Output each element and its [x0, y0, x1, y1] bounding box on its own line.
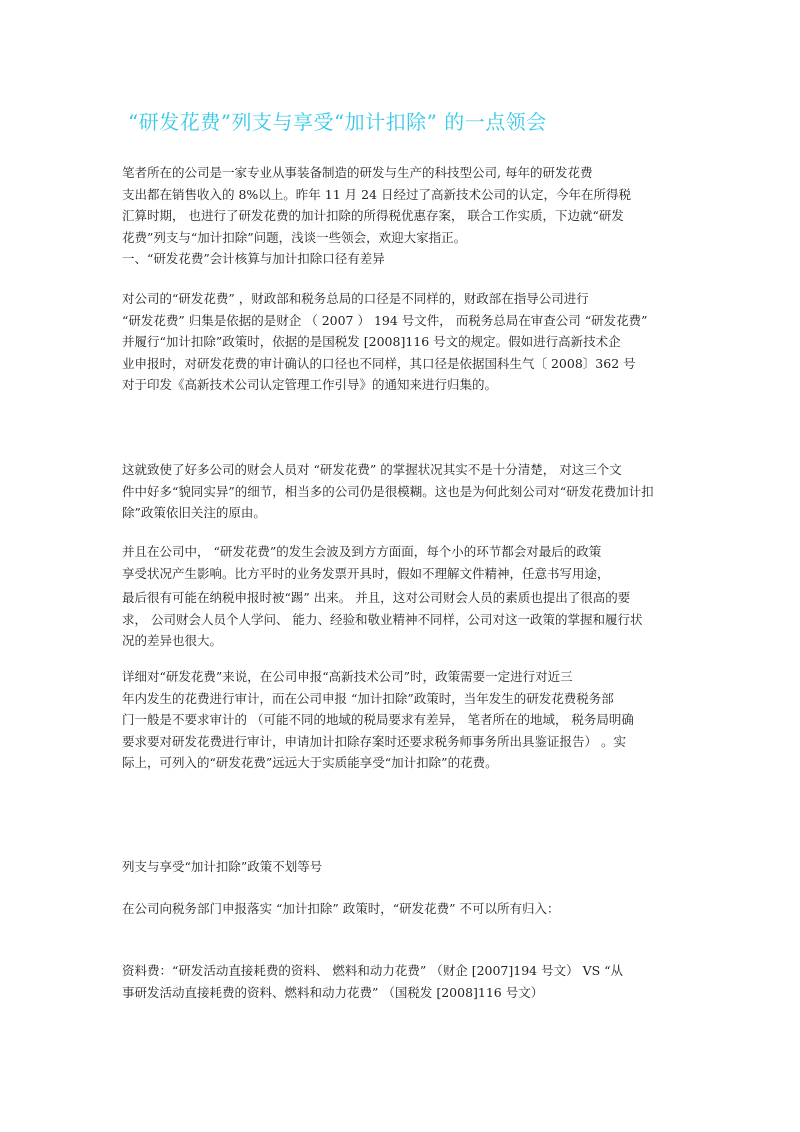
- text-line: 际上，可列入的“研发花费”远远大于实质能享受“加计扣除”的花费。: [122, 755, 498, 770]
- text-line: 对公司的“研发花费” ，财政部和税务总局的口径是不同样的，财政部在指导公司进行: [122, 291, 589, 306]
- document-title: “研发花费”列支与享受“加计扣除” 的一点领会: [128, 110, 547, 134]
- text-line: 况的差异也很大。: [122, 633, 223, 648]
- text-line: 资料费：“研发活动直接耗费的资料、 燃料和动力花费” （财企 [2007]194 号文） VS “从: [122, 963, 624, 978]
- text-line: 笔者所在的公司是一家专业从事装备制造的研发与生产的科技型公司, 每年的研发花费: [122, 165, 593, 180]
- section-heading-2: [122, 856, 692, 878]
- paragraph-not-all-included: [122, 898, 692, 920]
- paragraph-intro: [122, 162, 692, 270]
- section-heading-1: 一、“研发花费”会计核算与加计扣除口径有差异: [122, 251, 385, 266]
- text-line: 门一般是不要求审计的 （可能不同的地域的税局要求有差异， 笔者所在的地域， 税务局明确: [122, 712, 634, 727]
- paragraph-audit: [122, 666, 692, 774]
- text-line: “研发花费” 归集是依据的是财企 （ 2007 ） 194 号文件， 而税务总局在审查公司 “研发花费”: [122, 312, 648, 328]
- text-line: 求， 公司财会人员个人学问、 能力、经验和敬业精神不同样，公司对这一政策的掌握和履行状: [122, 611, 643, 627]
- text-line: 件中好多“貌同实异”的细节，相当多的公司仍是很模糊。这也是为何此刻公司对“研发花费加计扣: [122, 483, 654, 499]
- text-line: 花费”列支与“加计扣除”问题，浅谈一些领会，欢迎大家指正。: [122, 229, 467, 245]
- text-line: 在公司向税务部门申报落实 “加计扣除” 政策时，“研发花费” 不可以所有归入：: [122, 901, 560, 916]
- text-line: 事研发活动直接耗费的资料、燃料和动力花费” （国税发 [2008]116 号文）: [122, 984, 544, 1000]
- text-line: 详细对“研发花费”来说，在公司申报“高新技术公司”时，政策需要一定进行对近三: [122, 669, 573, 684]
- paragraph-staff-quality: [122, 587, 692, 652]
- paragraph-caliber: [122, 288, 692, 396]
- paragraph-impact: [122, 541, 692, 584]
- text-line: 享受状况产生影响。比方平时的业务发票开具时，假如不理解文件精神，任意书写用途，: [122, 565, 610, 581]
- text-line: 除”政策依旧关注的原由。: [122, 505, 266, 520]
- paragraph-material-cost: [122, 960, 692, 1003]
- text-line: 年内发生的花费进行审计，而在公司申报 “加计扣除”政策时，当年发生的研发花费税务部: [122, 690, 614, 706]
- text-line: 支出都在销售收入的 8%以上。昨年 11 月 24 日经过了高新技术公司的认定，今年在所得税: [122, 186, 632, 202]
- text-line: 列支与享受“加计扣除”政策不划等号: [122, 859, 323, 874]
- text-line: 最后很有可能在纳税申报时被“踢” 出来。 并且，这对公司财会人员的素质也提出了很高的要: [122, 590, 631, 605]
- text-line: 这就致使了好多公司的财会人员对 “研发花费” 的掌握状况其实不是十分清楚， 对这三个文: [122, 462, 622, 477]
- paragraph-confusion: [122, 459, 692, 524]
- text-line: 对于印发《高新技术公司认定管理工作引导》的通知来进行归集的。: [122, 377, 498, 392]
- text-line: 要求要对研发花费进行审计，申请加计扣除存案时还要求税务师事务所出具鉴证报告） 。实: [122, 733, 626, 749]
- text-line: 并且在公司中， “研发花费”的发生会波及到方方面面，每个小的环节都会对最后的政策: [122, 544, 602, 559]
- text-line: 汇算时期， 也进行了研发花费的加计扣除的所得税优惠存案， 联合工作实质，下边就“研发: [122, 208, 624, 223]
- text-line: 并履行“加计扣除”政策时，依据的是国税发 [2008]116 号文的规定。假如进行高新技术企: [122, 334, 621, 349]
- text-line: 业申报时，对研发花费的审计确认的口径也不同样，其口径是依据国科生气〔 2008〕362 号: [122, 355, 636, 371]
